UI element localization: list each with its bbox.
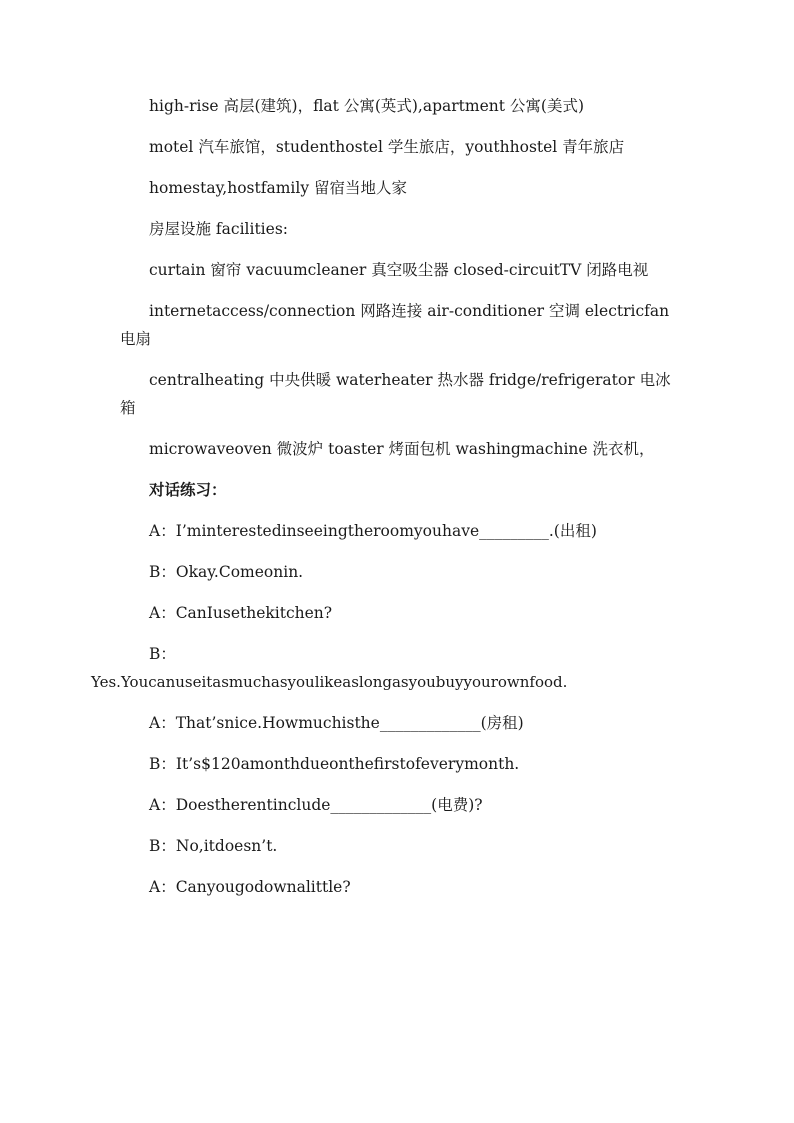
dialogue-line-4-text: Yes.Youcanuseitasmuchasyoulikeaslongasyoubuyyourownfood. bbox=[91, 673, 568, 691]
dialogue-line-6: B：It’s$120amonthdueonthefirstofeverymonth. bbox=[149, 755, 520, 773]
dialogue-line-2: B：Okay.Comeonin. bbox=[149, 563, 304, 581]
dialogue-line-9: A：Canyougodownalittle? bbox=[149, 878, 351, 896]
vocab-line-lodging: motel 汽车旅馆，studenthostel 学生旅店，youthhostel 青年旅店 bbox=[149, 138, 625, 156]
dialogue-line-1: A：I’minterestedinseeingtheroomyouhave_________.(出租) bbox=[149, 522, 597, 540]
dialogue-line-4-speaker: B： bbox=[149, 645, 176, 663]
dialogue-heading: 对话练习： bbox=[149, 481, 227, 499]
vocab-line-appliances: microwaveoven 微波炉 toaster 烤面包机 washingmachine 洗衣机， bbox=[149, 440, 655, 458]
vocab-line-curtain: curtain 窗帘 vacuumcleaner 真空吸尘器 closed-circuitTV 闭路电视 bbox=[149, 261, 649, 279]
document-page bbox=[91, 92, 680, 914]
dialogue-line-7: A：Doestherentinclude_____________(电费)? bbox=[149, 796, 483, 814]
vocab-line-homestay: homestay,hostfamily 留宿当地人家 bbox=[149, 179, 408, 197]
dialogue-line-8: B：No,itdoesn’t. bbox=[149, 837, 278, 855]
vocab-line-heating: centralheating 中央供暖 waterheater 热水器 fridge/refrigerator 电冰箱 bbox=[120, 371, 671, 417]
vocab-line-housing-types: high-rise 高层(建筑)，flat 公寓(英式),apartment 公寓(美式) bbox=[149, 97, 584, 115]
vocab-line-internet: internetaccess/connection 网路连接 air-conditioner 空调 electricfan 电扇 bbox=[120, 302, 670, 348]
dialogue-line-5: A：That’snice.Howmuchisthe_____________(房租) bbox=[149, 714, 524, 732]
dialogue-line-3: A：CanIusethekitchen? bbox=[149, 604, 333, 622]
vocab-line-facilities-title: 房屋设施 facilities: bbox=[149, 220, 288, 238]
